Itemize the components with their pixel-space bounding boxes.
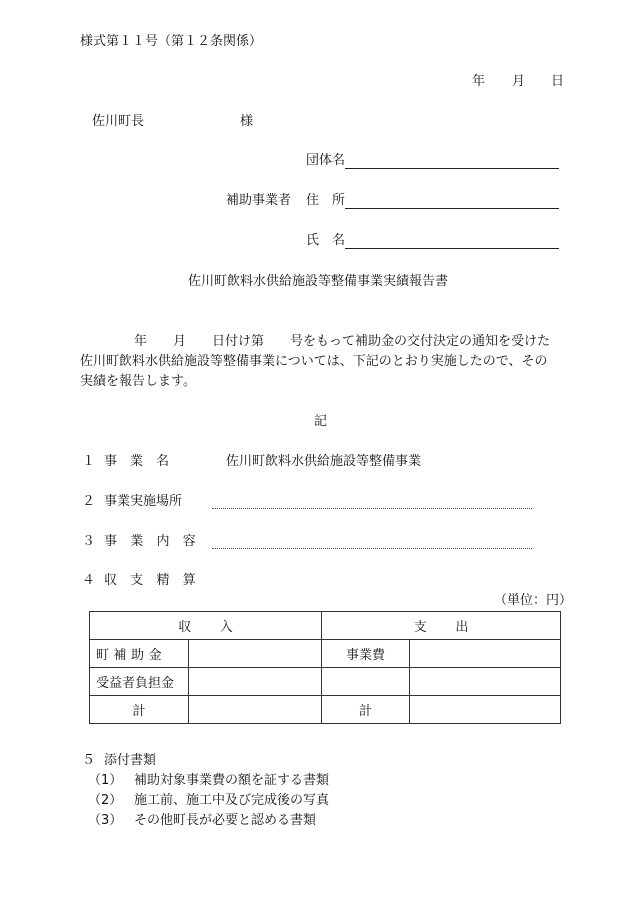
expense-header: 支出 xyxy=(322,612,561,640)
budget-header-row xyxy=(90,612,561,640)
item-2-dotted-line xyxy=(212,508,532,509)
table-row xyxy=(90,640,561,668)
budget-table xyxy=(89,611,561,724)
expense-label xyxy=(322,668,410,696)
expense-value xyxy=(410,640,561,668)
item-2-number: ２ xyxy=(82,494,96,509)
date-day-label: 日 xyxy=(551,74,565,89)
attachment-3-number: （3） xyxy=(88,813,123,828)
expense-total-label: 計 xyxy=(322,696,410,724)
unit-label: （単位：円） xyxy=(494,593,573,608)
item-4-label: 収 支 精 算 xyxy=(104,573,201,588)
income-label: 受益者負担金 xyxy=(90,668,189,696)
attachment-1-text: 補助対象事業費の額を証する書類 xyxy=(134,773,330,788)
attachment-1-number: （1） xyxy=(88,773,123,788)
date-month-label: 月 xyxy=(512,74,526,89)
income-value xyxy=(189,668,322,696)
form-number: 様式第１１号（第１２条関係） xyxy=(80,34,263,49)
table-row xyxy=(90,668,561,696)
item-1-value: 佐川町飲料水供給施設等整備事業 xyxy=(226,454,422,469)
attachment-2-text: 施工前、施工中及び完成後の写真 xyxy=(134,793,330,808)
group-name-line xyxy=(345,168,559,169)
income-total-label: 計 xyxy=(90,696,189,724)
body-line-1: 年 月 日付け第 号をもって補助金の交付決定の通知を受けた xyxy=(134,334,551,349)
group-name-label: 団体名 xyxy=(306,153,346,168)
applicant-role-label: 補助事業者 xyxy=(226,193,292,208)
expense-value xyxy=(410,668,561,696)
item-2-label: 事業実施場所 xyxy=(104,494,183,509)
body-line-2: 佐川町飲料水供給施設等整備事業については、下記のとおり実施したので、その xyxy=(80,354,548,369)
attachment-2-number: （2） xyxy=(88,793,123,808)
document-title: 佐川町飲料水供給施設等整備事業実績報告書 xyxy=(188,274,449,289)
attachment-3-text: その他町長が必要と認める書類 xyxy=(134,813,317,828)
address-label: 住 所 xyxy=(306,193,346,208)
body-line-3: 実績を報告します。 xyxy=(80,374,196,389)
item-3-label: 事 業 内 容 xyxy=(104,534,201,549)
address-line xyxy=(345,208,559,209)
expense-label: 事業費 xyxy=(322,640,410,668)
table-row xyxy=(90,696,561,724)
income-label: 町補助金 xyxy=(90,640,189,668)
name-line xyxy=(345,248,559,249)
item-3-dotted-line xyxy=(212,548,532,549)
ki-heading: 記 xyxy=(314,414,328,429)
item-3-number: ３ xyxy=(82,534,96,549)
item-1-number: １ xyxy=(82,454,96,469)
item-4-number: ４ xyxy=(82,573,96,588)
item-1-label: 事 業 名 xyxy=(104,454,170,469)
income-header: 収入 xyxy=(90,612,322,640)
addressee-honorific: 様 xyxy=(240,114,254,129)
expense-total-value xyxy=(410,696,561,724)
attachments-number: ５ xyxy=(82,753,96,768)
income-value xyxy=(189,640,322,668)
addressee-name: 佐川町長 xyxy=(92,114,145,129)
income-total-value xyxy=(189,696,322,724)
name-label: 氏 名 xyxy=(306,233,346,248)
date-year-label: 年 xyxy=(472,74,486,89)
attachments-heading: 添付書類 xyxy=(104,753,157,768)
